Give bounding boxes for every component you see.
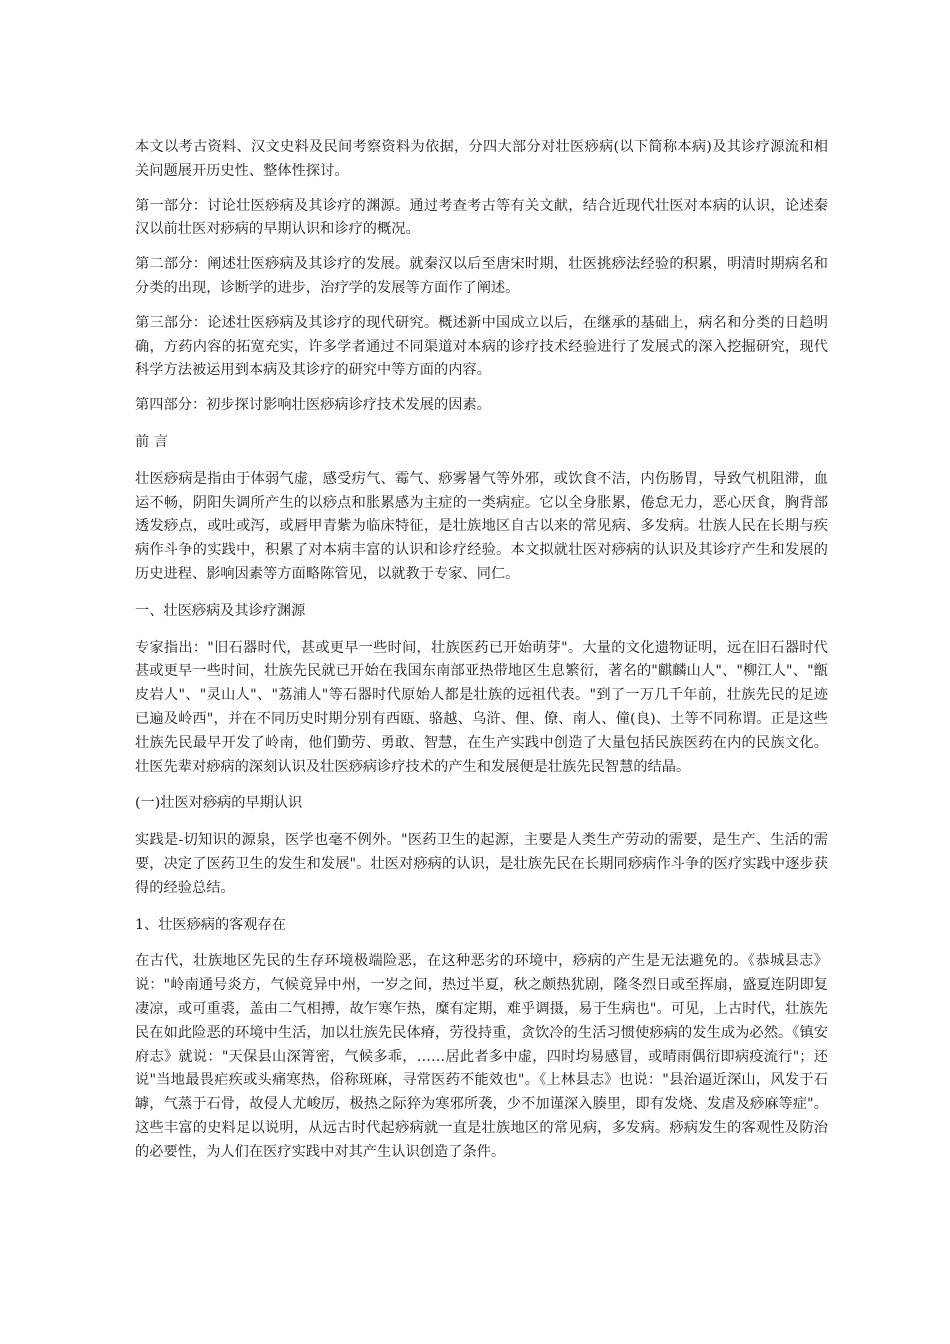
part-four-paragraph: 第四部分：初步探讨影响壮医痧病诊疗技术发展的因素。	[135, 397, 491, 414]
part-three-paragraph: 第三部分：论述壮医痧病及其诊疗的现代研究。概述新中国成立以后，在继承的基础上，病名和分类的日趋明确，方药内容的拓宽充实，许多学者通过不同渠道对本病的诊疗技术经验进行了发展式的深入挖掘研究，现代科学方法被运用到本病及其诊疗的研究中等方面的内容。	[135, 314, 828, 379]
document-body	[135, 136, 828, 1164]
abstract-paragraph: 本文以考古资料、汉文史料及民间考察资料为依据，分四大部分对壮医痧病(以下简称本病)及其诊疗源流和相关问题展开历史性、整体性探讨。	[135, 139, 828, 179]
part-two-paragraph: 第二部分：阐述壮医痧病及其诊疗的发展。就秦汉以后至唐宋时期，壮医挑痧法经验的积累，明清时期病名和分类的出现，诊断学的进步，治疗学的发展等方面作了阐述。	[135, 256, 828, 296]
section-one-heading: 一、壮医痧病及其诊疗渊源	[135, 602, 306, 619]
origins-paragraph: 专家指出："旧石器时代，甚或更早一些时间，壮族医药已开始萌芽"。大量的文化遗物证明，远在旧石器时代甚或更早一些时间，壮族先民就已开始在我国东南部亚热带地区生息繁衍，著名的"麒麟山人"、"柳江人"、"甑皮岩人"、"灵山人"、"荔浦人"等石器时代原始人都是壮族的远祖代表。"到了一万几千年前，壮族先民的足迹已遍及岭西"，并在不同历史时期分别有西瓯、骆越、乌浒、俚、僚、南人、僮(良)、土等不同称谓。正是这些壮族先民最早开发了岭南，他们勤劳、勇敢、智慧，在生产实践中创造了大量包括民族医药在内的民族文化。壮医先辈对痧病的深刻认识及壮医痧病诊疗技术的产生和发展便是壮族先民智慧的结晶。	[135, 639, 828, 775]
preface-heading: 前 言	[135, 433, 168, 450]
part-one-paragraph: 第一部分：讨论壮医痧病及其诊疗的渊源。通过考查考古等有关文献，结合近现代壮医对本病的认识，论述秦汉以前壮医对痧病的早期认识和诊疗的概况。	[135, 197, 828, 238]
subsection-heading: (一)壮医对痧病的早期认识	[135, 795, 303, 812]
practice-paragraph: 实践是-切知识的源泉，医学也毫不例外。"医药卫生的起源，主要是人类生产劳动的需要，是生产、生活的需要，决定了医药卫生的发生和发展"。壮医对痧病的认识，是壮族先民在长期同痧病作斗争的医疗实践中逐步获得的经验总结。	[135, 832, 828, 896]
preface-paragraph: 壮医痧病是指由于体弱气虚，感受疠气、霉气、痧雾暑气等外邪，或饮食不洁，内伤肠胃，导致气机阻滞，血运不畅，阴阳失调所产生的以痧点和胀累感为主症的一类病症。它以全身胀累，倦怠无力，恶心厌食，胸背部透发痧点，或吐或泻，或唇甲青紫为临床特征，是壮族地区自古以来的常见病、多发病。壮族人民在长期与疾病作斗争的实践中，积累了对本病丰富的认识和诊疗经验。本文拟就壮医对痧病的认识及其诊疗产生和发展的历史进程、影响因素等方面略陈管见，以就教于专家、同仁。	[135, 470, 828, 582]
existence-paragraph: 在古代，壮族地区先民的生存环境极端险恶，在这种恶劣的环境中，痧病的产生是无法避免的。《恭城县志》说："岭南通号炎方，气候竟异中州，一岁之间，热过半夏，秋之颇热犹剧，隆冬烈日或至挥扇，盛夏连阴即复凄凉，或可重裘，盖由二气相搏，故乍寒乍热，糜有定期，难乎调摄，易于生病也"。可见，上古时代，壮族先民在如此险恶的环境中生活，加以壮族先民体瘠，劳役持重，贪饮冷的生活习惯使痧病的发生成为必然。《镇安府志》就说："天保县山深箐密，气候多乖，……居此者多中虚，四时均易感冒，或晴雨偶衍即病疫流行"；还说"当地最畏疟疾或头痛寒热，俗称斑麻，寻常医药不能效也"。《上林县志》也说："县治逼近深山，风发于石罅，气蒸于石骨，故侵人尤峻厉，极热之际猝为寒邪所袭，少不加谨深入腠里，即有发烧、发虐及痧麻等症"。这些丰富的史料足以说明，从远古时代起痧病就一直是壮族地区的常见病，多发病。痧病发生的客观性及防治的必要性，为人们在医疗实践中对其产生认识创造了条件。	[135, 953, 828, 1160]
subsubsection-heading: 1、壮医痧病的客观存在	[135, 916, 286, 933]
